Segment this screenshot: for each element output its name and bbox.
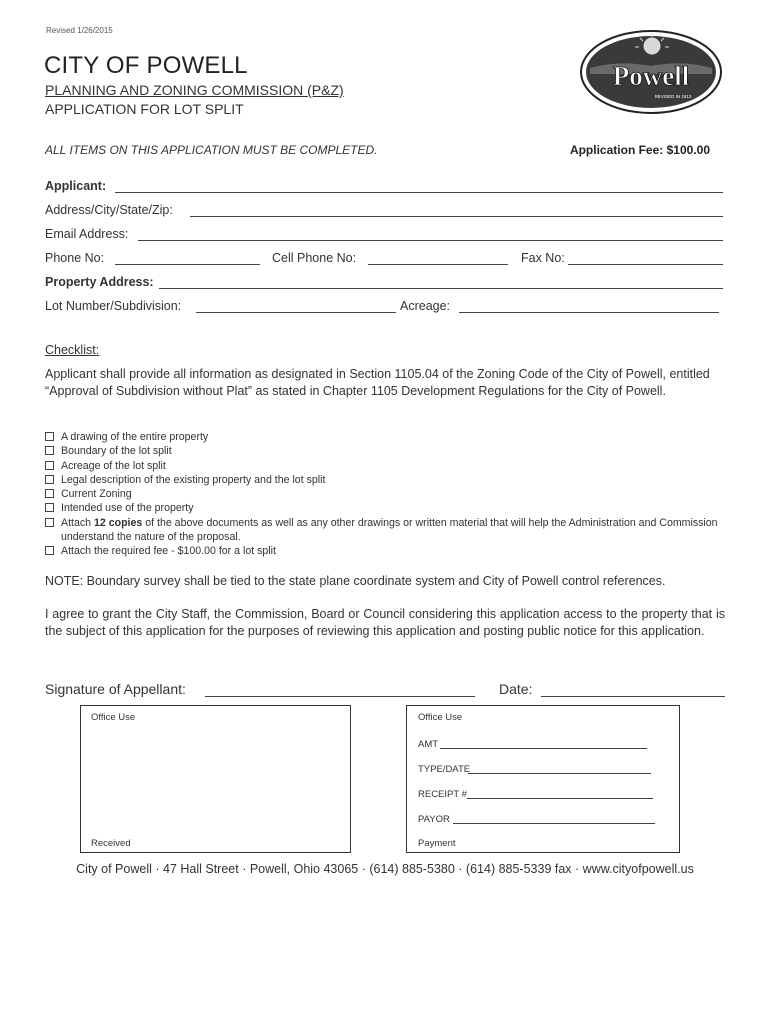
payment-label: Payment [418,838,456,849]
address-label: Address/City/State/Zip: [45,203,173,217]
phone-field[interactable] [115,264,260,265]
checklist-heading: Checklist: [45,343,100,357]
receipt-label: RECEIPT # [418,789,467,800]
email-row [45,225,723,243]
list-item: Intended use of the property [45,501,729,515]
address-field[interactable] [190,216,723,217]
applicant-label: Applicant: [45,179,107,193]
footer-contact: City of Powell · 47 Hall Street · Powell, Ohio 43065 · (614) 885-5380 · (614) 885-5339 fax · www.cityofpowell.us [76,862,694,876]
note-text: NOTE: Boundary survey shall be tied to the state plane coordinate system and City of Powell control references. [45,574,666,588]
list-item: Current Zoning [45,487,729,501]
checkbox[interactable] [45,446,54,455]
instruction-text: ALL ITEMS ON THIS APPLICATION MUST BE COMPLETED. [45,143,378,157]
property-row [45,273,723,291]
city-logo [580,30,722,114]
checkbox[interactable] [45,546,54,555]
office-use-received-box [80,705,351,853]
office-use-payment-box [406,705,680,853]
fax-field[interactable] [568,264,723,265]
checkbox[interactable] [45,461,54,470]
lot-label: Lot Number/Subdivision: [45,299,182,313]
date-label: Date: [499,681,533,697]
agreement-text: I agree to grant the City Staff, the Commission, Board or Council considering this application access to the property that is the subject of this application for the purposes of reviewing this application and posting public notice for this application. [45,607,725,638]
list-item: Attach the required fee - $100.00 for a lot split [45,544,729,558]
received-label: Received [91,838,131,849]
lot-field[interactable] [196,312,396,313]
revised-date: Revised 1/26/2015 [46,26,113,35]
date-field[interactable] [541,696,725,697]
list-item: Attach 12 copies of the above documents as well as any other drawings or written material that will help the Administration and Commission understand the nature of the proposal. [45,516,729,545]
email-field[interactable] [138,240,723,241]
signature-row [45,680,725,700]
lot-row [45,297,723,315]
amt-field[interactable] [440,748,647,749]
type-date-label: TYPE/DATE [418,764,471,775]
phone-label: Phone No: [45,251,105,265]
property-label: Property Address: [45,275,154,289]
checkbox[interactable] [45,475,54,484]
phone-row [45,249,723,267]
applicant-row [45,177,723,195]
receipt-field[interactable] [467,798,653,799]
acreage-field[interactable] [459,312,719,313]
form-name: APPLICATION FOR LOT SPLIT [45,101,244,117]
email-label: Email Address: [45,227,129,241]
signature-label: Signature of Appellant: [45,681,186,697]
list-item: Boundary of the lot split [45,444,729,458]
checkbox[interactable] [45,432,54,441]
payor-field[interactable] [453,823,655,824]
property-field[interactable] [159,288,723,289]
checkbox[interactable] [45,503,54,512]
page-title: CITY OF POWELL [44,52,248,79]
application-fee: Application Fee: $100.00 [569,143,710,157]
office-use-label: Office Use [418,712,463,723]
address-row [45,201,723,219]
checkbox[interactable] [45,518,54,527]
checkbox[interactable] [45,489,54,498]
applicant-field[interactable] [115,192,723,193]
commission-name: PLANNING AND ZONING COMMISSION (P&Z) [45,82,344,98]
list-item: Acreage of the lot split [45,459,729,473]
logo-subtext: REVISED IN 1813 [654,94,692,99]
type-date-field[interactable] [468,773,651,774]
list-item: A drawing of the entire property [45,430,729,444]
checklist [45,430,729,559]
signature-field[interactable] [205,696,475,697]
checklist-intro: Applicant shall provide all information as designated in Section 1105.04 of the Zoning Code of the City of Powell, entitled “Approval of Subdivision without Plat” as stated in Chapter 1105 Development Regulations for the City of Powell. [45,367,710,398]
amt-label: AMT [418,739,439,750]
list-item: Legal description of the existing property and the lot split [45,473,729,487]
cell-label: Cell Phone No: [272,251,357,265]
cell-field[interactable] [368,264,508,265]
payor-label: PAYOR [418,814,450,825]
logo-wordmark: Powell [612,61,690,91]
acreage-label: Acreage: [400,299,451,313]
office-use-label: Office Use [91,712,136,723]
fax-label: Fax No: [521,251,565,265]
